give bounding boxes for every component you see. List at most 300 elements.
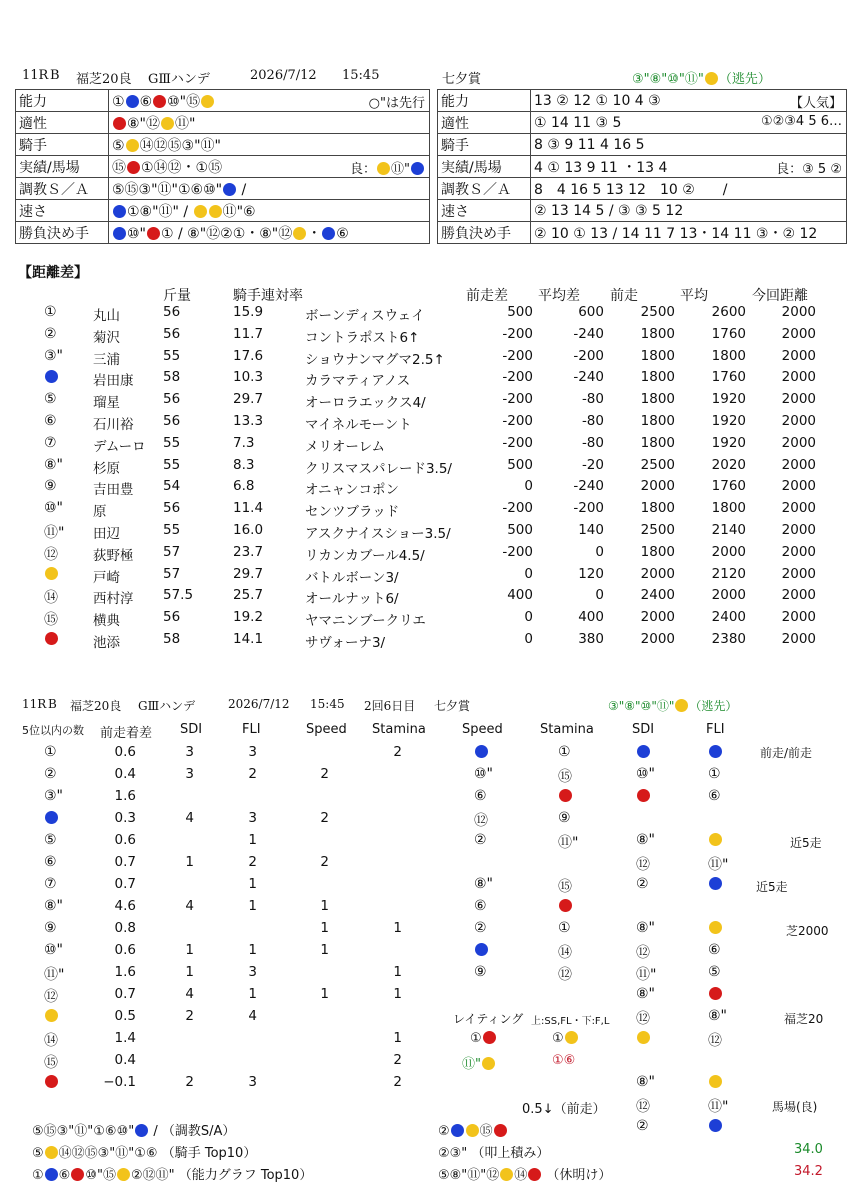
horse-mark: ⑧" — [44, 898, 63, 914]
distance-horse: センツブラッド — [305, 504, 400, 521]
distance-avg: 2120 — [711, 565, 746, 582]
horse-mark: ⑨ — [44, 920, 57, 936]
bottom-sdi: 4 — [185, 898, 194, 914]
distance-prev: 2000 — [640, 609, 675, 626]
horse-mark: ⑦ — [44, 434, 57, 451]
distance-rate: 8.3 — [233, 456, 255, 473]
distance-rate: 15.9 — [233, 304, 264, 320]
distance-prev: 1800 — [640, 391, 675, 408]
bottom-margin: 0.4 — [114, 766, 136, 782]
bottom-sdi: 1 — [185, 942, 194, 958]
rating-b2: ①⑥ — [552, 1053, 576, 1068]
distance-prev-diff: 500 — [507, 304, 533, 320]
distance-weight: 58 — [163, 631, 181, 647]
distance-prev: 2500 — [640, 304, 675, 320]
distance-prev-diff: -200 — [502, 500, 533, 517]
distance-col-header: 平均 — [680, 288, 708, 304]
horse-mark: ⑮ — [44, 1055, 58, 1071]
distance-avg-diff: -20 — [581, 456, 604, 473]
rank-speed-item: ② — [474, 832, 487, 848]
row-note: ①②③4 5 6… — [760, 114, 842, 129]
bottom-col-header: 前走着差 — [100, 726, 153, 741]
yellow-dot-icon — [705, 72, 718, 85]
bottom-speed: 2 — [320, 854, 329, 870]
course: 福芝20良 — [70, 699, 122, 713]
distance-prev-diff: -200 — [502, 347, 533, 364]
summary-row — [16, 112, 430, 134]
rank-sdi-item: ⑧" — [636, 986, 655, 1002]
distance-avg-diff: 140 — [578, 522, 604, 538]
bottom-speed: 2 — [320, 810, 329, 826]
bottom-col-header: SDI — [632, 722, 655, 737]
row-value: ⑮ ①⑭⑫・①⑮ 良： ⑪" — [109, 156, 430, 178]
row-note: 良：③ 5 ② — [776, 162, 842, 177]
distance-avg: 2140 — [711, 522, 746, 538]
rank-stamina-item: ⑪" — [558, 835, 579, 851]
bottom-fli: 1 — [248, 942, 257, 958]
distance-weight: 56 — [163, 325, 181, 342]
bottom-sdi: 1 — [185, 964, 194, 980]
bottom-speed: 2 — [320, 766, 329, 782]
rank-sdi-item: ⑫ — [636, 1099, 650, 1115]
summary-row — [438, 112, 847, 134]
rank-fli-item: ⑥ — [708, 788, 721, 804]
bottom-margin: 1.6 — [114, 964, 136, 980]
distance-horse: オニャンコポン — [305, 482, 399, 499]
distance-avg: 1760 — [711, 369, 746, 386]
row-label: 勝負決め手 — [16, 222, 109, 244]
rank-stamina-item: ⑫ — [558, 967, 572, 983]
bottom-margin: 0.7 — [114, 986, 136, 1002]
pace-label: ③"⑧"⑩"⑪" （逃先） — [608, 699, 738, 713]
distance-weight: 56 — [163, 609, 181, 626]
row-label: 騎手 — [16, 134, 109, 156]
rank-sdi-item: ⑧" — [636, 832, 655, 848]
bottom-fli: 3 — [248, 1074, 257, 1090]
bottom-margin: 0.7 — [114, 876, 136, 892]
bottom-col-header: FLI — [242, 722, 261, 737]
bottom-margin: 0.5 — [114, 1008, 136, 1024]
bottom-fli: 1 — [248, 898, 257, 914]
rank-sdi-item: ⑫ — [636, 945, 650, 961]
distance-rate: 6.8 — [233, 478, 255, 495]
rank-sdi-item: ⑧" — [636, 1074, 655, 1090]
distance-rate: 11.7 — [233, 325, 264, 342]
rank-stamina-item — [558, 788, 573, 804]
distance-horse: メリオーレム — [305, 438, 386, 455]
race-name: 七夕賞 — [442, 72, 482, 87]
row-value: ⑩" ① / ⑧"⑫②①・⑧"⑫ ・ ⑥ — [109, 222, 430, 244]
bottom-sdi: 4 — [185, 810, 194, 826]
rank-fli-item — [708, 744, 723, 760]
distance-rate: 10.3 — [233, 369, 264, 386]
distance-avg: 2000 — [711, 543, 746, 560]
distance-horse: コントラポスト6↑ — [305, 329, 420, 346]
rank-speed-item: ⑥ — [474, 788, 487, 804]
row-label: 勝負決め手 — [438, 222, 531, 244]
summary-row — [16, 90, 430, 112]
distance-avg-diff: 0 — [595, 587, 604, 604]
summary-row — [438, 156, 847, 178]
summary-row — [16, 178, 430, 200]
rating-title: レイティング — [453, 1012, 524, 1026]
rank-fli-item: ⑪" — [708, 1099, 729, 1115]
distance-avg-diff: -240 — [573, 478, 604, 495]
bottom-margin: 0.6 — [114, 744, 136, 760]
bottom-speed: 1 — [320, 942, 329, 958]
horse-mark: ⑪" — [44, 525, 65, 541]
distance-prev: 2000 — [640, 565, 675, 582]
rank-speed-item: ⑥ — [474, 898, 487, 914]
distance-now: 2000 — [781, 347, 816, 364]
distance-rate: 11.4 — [233, 500, 264, 517]
distance-weight: 55 — [163, 347, 181, 364]
distance-jockey: 原 — [93, 504, 107, 521]
rank-fli-item — [708, 986, 723, 1002]
rank-stamina-item: ① — [558, 744, 571, 760]
distance-horse: クリスマスパレード3.5/ — [305, 460, 452, 477]
horse-mark: ⑦ — [44, 876, 57, 892]
distance-horse: サヴォーナ3/ — [305, 635, 386, 651]
bottom-margin: 0.4 — [114, 1052, 136, 1068]
distance-rate: 14.1 — [233, 631, 264, 647]
note-right1: ② ⑮ — [438, 1120, 508, 1139]
distance-col-header: 平均差 — [538, 288, 580, 304]
horse-mark: ⑧" — [44, 456, 63, 473]
grade-mark: B — [50, 68, 60, 83]
row-note: 【人気】 — [789, 96, 842, 111]
distance-jockey: 三浦 — [93, 351, 120, 368]
distance-rate: 23.7 — [233, 543, 264, 560]
rating-a2: ① — [552, 1031, 579, 1046]
bottom-fli: 1 — [248, 876, 257, 892]
distance-prev-diff: 400 — [507, 587, 533, 604]
row-label: 能力 — [438, 90, 531, 112]
horse-mark: ① — [44, 304, 57, 320]
bottom-col-header: Speed — [462, 722, 503, 737]
rank-speed-item — [474, 942, 489, 958]
race-number: 11R — [22, 697, 47, 711]
value-34-2: 34.2 — [794, 1164, 823, 1179]
race-time: 15:45 — [310, 697, 345, 711]
distance-col-header: 斤量 — [163, 288, 191, 304]
distance-jockey: 田辺 — [93, 526, 120, 542]
distance-prev: 1800 — [640, 543, 675, 560]
distance-weight: 57 — [163, 543, 181, 560]
horse-mark: ⑨ — [44, 478, 57, 495]
horse-mark: ⑫ — [44, 546, 58, 563]
row-label: 適性 — [438, 112, 531, 134]
rank-stamina-item: ⑨ — [558, 810, 571, 826]
distance-weight: 57 — [163, 565, 181, 582]
distance-now: 2000 — [781, 391, 816, 408]
distance-now: 2000 — [781, 369, 816, 386]
bottom-fli: 3 — [248, 744, 257, 760]
summary-row — [438, 222, 847, 244]
distance-jockey: 菊沢 — [93, 329, 120, 346]
distance-prev: 1800 — [640, 369, 675, 386]
bottom-margin: 1.4 — [114, 1030, 136, 1046]
summary-row — [438, 90, 847, 112]
distance-prev: 2400 — [640, 587, 675, 604]
row-label: 騎手 — [438, 134, 531, 156]
race-time: 15:45 — [342, 68, 380, 83]
distance-horse: バトルボーン3/ — [305, 569, 399, 586]
distance-now: 2000 — [781, 325, 816, 342]
row-label: 実績/馬場 — [438, 156, 531, 178]
distance-jockey: 岩田康 — [93, 373, 134, 390]
note-recent5-b: 近5走 — [756, 880, 788, 894]
distance-col-header: 前走差 — [466, 288, 508, 304]
note-right2: ②③" （叩上積み） — [438, 1146, 550, 1161]
distance-now: 2000 — [781, 456, 816, 473]
summary-row — [16, 200, 430, 222]
distance-avg-diff: -80 — [581, 413, 604, 429]
distance-prev: 1800 — [640, 413, 675, 429]
bottom-margin: 0.6 — [114, 942, 136, 958]
rank-sdi-item: ⑫ — [636, 1011, 650, 1027]
distance-prev-diff: 0 — [524, 565, 533, 582]
distance-weight: 56 — [163, 500, 181, 517]
bottom-col-header: Stamina — [372, 722, 426, 737]
note-ability-top10: ① ⑥ ⑩"⑮ ②⑫⑪" （能力グラフ Top10） — [32, 1168, 313, 1183]
rank-sdi-item — [636, 744, 651, 760]
distance-horse: リカンカブール4.5/ — [305, 547, 425, 564]
bottom-margin: 1.6 — [114, 788, 136, 804]
distance-prev-diff: -200 — [502, 369, 533, 386]
race-date: 2026/7/12 — [228, 697, 290, 711]
note-jockey-top10: ⑤ ⑭⑫⑮③"⑪"①⑥ （騎手 Top10） — [32, 1146, 257, 1161]
distance-avg-diff: 0 — [595, 543, 604, 560]
distance-jockey: 吉田豊 — [93, 482, 134, 499]
row-label: 調教Ｓ／Ａ — [438, 178, 531, 200]
distance-horse: ショウナンマグマ2.5↑ — [305, 351, 445, 368]
distance-jockey: 西村淳 — [93, 591, 134, 608]
distance-rate: 25.7 — [233, 587, 264, 604]
note-going: 馬場(良) — [772, 1100, 818, 1114]
bottom-fli: 3 — [248, 810, 257, 826]
race-name: 七夕賞 — [434, 699, 471, 713]
distance-avg-diff: -240 — [573, 369, 604, 386]
bottom-stamina: 2 — [393, 1052, 402, 1068]
bottom-stamina: 1 — [393, 964, 402, 980]
rank-fli-item — [708, 920, 723, 936]
distance-prev-diff: -200 — [502, 543, 533, 560]
distance-now: 2000 — [781, 304, 816, 320]
rank-sdi-item — [636, 1030, 651, 1046]
bottom-col-header: FLI — [706, 722, 725, 737]
distance-section-title: 【距離差】 — [18, 265, 88, 281]
distance-now: 2000 — [781, 565, 816, 582]
distance-now: 2000 — [781, 500, 816, 517]
red-dot-icon — [44, 1074, 59, 1090]
bottom-sdi: 2 — [185, 1008, 194, 1024]
distance-horse: ヤマニンブークリエ — [305, 613, 426, 630]
red-dot-icon — [44, 631, 59, 647]
distance-jockey: 杉原 — [93, 460, 120, 477]
row-value: ⑤ ⑭⑫⑮③"⑪" — [109, 134, 430, 156]
distance-avg-diff: -200 — [573, 500, 604, 517]
distance-horse: オールナット6/ — [305, 591, 399, 608]
distance-weight: 55 — [163, 434, 181, 451]
bottom-stamina: 1 — [393, 920, 402, 936]
distance-now: 2000 — [781, 522, 816, 538]
distance-prev-diff: -200 — [502, 413, 533, 429]
distance-jockey: 丸山 — [93, 308, 120, 324]
distance-avg: 1800 — [711, 347, 746, 364]
summary-row — [438, 178, 847, 200]
rank-sdi-item: ⑪" — [636, 967, 657, 983]
bottom-stamina: 2 — [393, 744, 402, 760]
distance-rate: 13.3 — [233, 413, 264, 429]
value-34-0: 34.0 — [794, 1142, 823, 1157]
rank-sdi-item: ② — [636, 876, 649, 892]
bottom-fli: 2 — [248, 766, 257, 782]
row-value: 4 ① 13 9 11 ・13 4 良：③ 5 ② — [531, 156, 847, 178]
distance-now: 2000 — [781, 587, 816, 604]
race-type: GⅢハンデ — [148, 72, 210, 87]
distance-prev: 2500 — [640, 456, 675, 473]
distance-avg: 1920 — [711, 413, 746, 429]
distance-avg-diff: -80 — [581, 391, 604, 408]
distance-avg: 2000 — [711, 587, 746, 604]
horse-mark: ⑭ — [44, 1033, 58, 1049]
distance-col-header: 騎手連対率 — [233, 288, 303, 304]
bottom-fli: 1 — [248, 986, 257, 1002]
row-value: ①⑧"⑪" / ⑪"⑥ — [109, 200, 430, 222]
horse-mark: ⑤ — [44, 832, 57, 848]
horse-mark: ⑭ — [44, 590, 58, 607]
distance-prev-diff: -200 — [502, 325, 533, 342]
bottom-fli: 4 — [248, 1008, 257, 1024]
row-value: ⑤⑮③"⑪"①⑥⑩" / — [109, 178, 430, 200]
rank-speed-item: ⑩" — [474, 766, 493, 782]
distance-avg: 2400 — [711, 609, 746, 626]
distance-now: 2000 — [781, 609, 816, 626]
blue-dot-icon — [44, 369, 59, 385]
distance-prev-diff: 0 — [524, 631, 533, 647]
note-turf2000: 芝2000 — [786, 924, 829, 938]
distance-prev: 1800 — [640, 325, 675, 342]
distance-weight: 56 — [163, 391, 181, 408]
rank-sdi-item: ⑧" — [636, 920, 655, 936]
distance-prev-diff: 0 — [524, 478, 533, 495]
rank-fli-item: ⑪" — [708, 857, 729, 873]
rank-sdi-item: ② — [636, 1118, 649, 1134]
bottom-fli: 2 — [248, 854, 257, 870]
distance-col-header: 今回距離 — [752, 288, 808, 304]
rank-fli-item: ① — [708, 766, 721, 782]
distance-prev-diff: -200 — [502, 434, 533, 451]
distance-avg: 2380 — [711, 631, 746, 647]
prev-arrow-note: 0.5↓（前走） — [522, 1102, 606, 1117]
bottom-col-header: SDI — [180, 722, 203, 737]
distance-avg-diff: 600 — [578, 304, 604, 320]
rank-fli-item: ⑤ — [708, 964, 721, 980]
rank-speed-item: ⑧" — [474, 876, 493, 892]
distance-avg-diff: -200 — [573, 347, 604, 364]
distance-rate: 7.3 — [233, 434, 255, 451]
yellow-dot-icon — [675, 699, 688, 712]
distance-horse: カラマティアノス — [305, 373, 411, 390]
distance-weight: 56 — [163, 304, 181, 320]
row-value: 8 4 16 5 13 12 10 ② / — [531, 178, 847, 200]
distance-now: 2000 — [781, 434, 816, 451]
bottom-fli: 1 — [248, 832, 257, 848]
bottom-sdi: 1 — [185, 854, 194, 870]
distance-prev: 2000 — [640, 631, 675, 647]
bottom-margin: 0.7 — [114, 854, 136, 870]
rank-speed-item: ② — [474, 920, 487, 936]
distance-prev: 2000 — [640, 478, 675, 495]
distance-rate: 17.6 — [233, 347, 264, 364]
rating-legend: 上:SS,FL・下:F,L — [531, 1016, 610, 1027]
rating-a1: ① — [470, 1031, 497, 1046]
distance-horse: オーロラエックス4/ — [305, 395, 426, 412]
row-label: 速さ — [16, 200, 109, 222]
rank-stamina-item: ⑮ — [558, 879, 572, 895]
distance-avg-diff: -80 — [581, 434, 604, 451]
rank-stamina-item: ⑮ — [558, 769, 572, 785]
distance-weight: 57.5 — [163, 587, 194, 604]
rank-speed-item: ⑫ — [474, 813, 488, 829]
distance-avg-diff: 400 — [578, 609, 604, 626]
distance-rate: 19.2 — [233, 609, 264, 626]
distance-jockey: 瑠星 — [93, 395, 120, 412]
row-value: ① ⑥ ⑩"⑮ ○"は先行 — [109, 90, 430, 112]
note-training: ⑤⑮③"⑪"①⑥⑩" / （調教S/A） — [32, 1124, 236, 1139]
distance-horse: アスクナイスショー3.5/ — [305, 526, 451, 542]
distance-horse: マイネルモーント — [305, 417, 412, 433]
bottom-sdi: 2 — [185, 1074, 194, 1090]
horse-mark: ⑩" — [44, 500, 63, 517]
rank-speed-item — [474, 744, 489, 760]
distance-now: 2000 — [781, 478, 816, 495]
rank-stamina-item: ① — [558, 920, 571, 936]
bottom-col-header: Stamina — [540, 722, 594, 737]
bottom-margin: 0.8 — [114, 920, 136, 936]
yellow-dot-icon — [44, 566, 59, 582]
distance-prev-diff: 500 — [507, 456, 533, 473]
distance-jockey: 池添 — [93, 635, 120, 651]
yellow-dot-icon — [44, 1008, 59, 1024]
right-summary-table — [437, 89, 847, 244]
row-label: 速さ — [438, 200, 531, 222]
bottom-sdi: 4 — [185, 986, 194, 1002]
bottom-fli: 3 — [248, 964, 257, 980]
distance-avg: 2600 — [711, 304, 746, 320]
bottom-col-header: Speed — [306, 722, 347, 737]
rating-b1: ⑪" — [462, 1053, 496, 1072]
bottom-col-header: 5位以内の数 — [22, 724, 84, 737]
horse-mark: ② — [44, 766, 57, 782]
summary-row — [16, 222, 430, 244]
bottom-margin: 4.6 — [114, 898, 136, 914]
rank-sdi-item: ⑫ — [636, 857, 650, 873]
horse-mark: ① — [44, 744, 57, 760]
note-prev-prev: 前走/前走 — [760, 746, 813, 760]
distance-prev: 2500 — [640, 522, 675, 538]
distance-jockey: デムーロ — [93, 438, 146, 455]
bottom-speed: 1 — [320, 920, 329, 936]
distance-avg: 1760 — [711, 325, 746, 342]
row-value: 8 ③ 9 11 4 16 5 — [531, 134, 847, 156]
note-recent5-a: 近5走 — [790, 836, 822, 850]
row-label: 適性 — [16, 112, 109, 134]
rank-fli-item: ⑥ — [708, 942, 721, 958]
rank-sdi-item: ⑩" — [636, 766, 655, 782]
horse-mark: ⑩" — [44, 942, 63, 958]
